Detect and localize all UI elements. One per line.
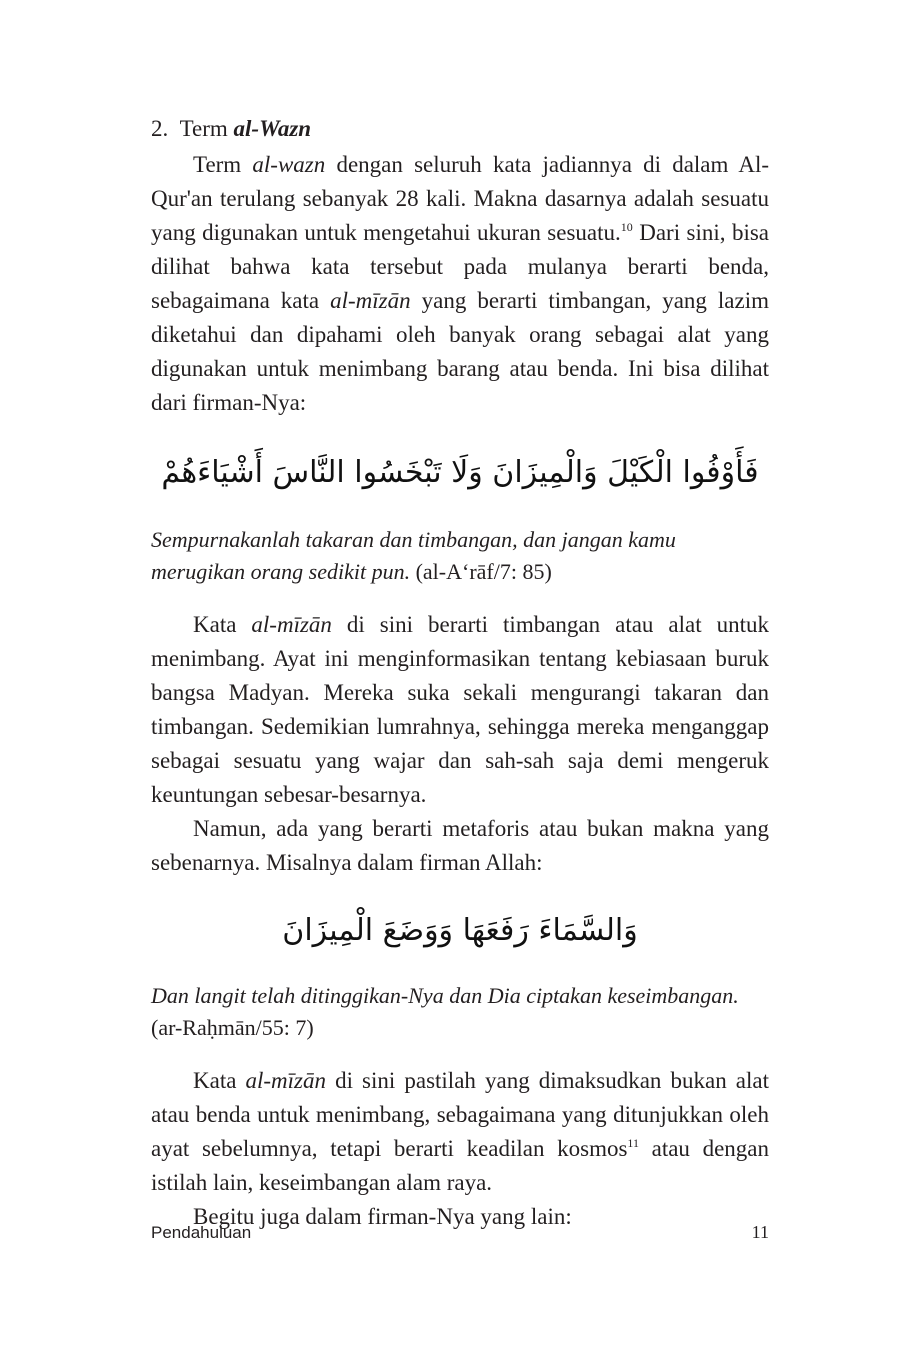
running-footer-chapter: Pendahuluan [151, 1223, 252, 1242]
p3-text-a: Namun, ada yang berarti metaforis atau bukan makna yang sebenarnya. Misalnya dalam firman Allah: [151, 816, 769, 875]
verse-2-reference: (ar-Raḥmān/55: 7) [151, 1015, 314, 1040]
p4-text-c: di sini pastilah yang dimaksudkan bukan alat atau benda untuk menimbang, sebagaimana yang ditunjukkan oleh ayat sebelumnya, tetapi berarti keadilan kosmos [151, 1068, 769, 1161]
quran-verse-ar-rahman: وَالسَّمَاءَ رَفَعَهَا وَوَضَعَ الْمِيزَانَ [282, 913, 638, 948]
p4-text-a: Kata [193, 1068, 246, 1093]
p2-text-a: Kata [193, 612, 252, 637]
p2-text-c: di sini berarti timbangan atau alat untuk menimbang. Ayat ini menginformasikan tentang kebiasaan buruk bangsa Madyan. Mereka suka sekali mengurangi takaran dan timbangan. Sedemikian lumrahnya, sehingga mereka menganggap sebagai sesuatu yang wajar dan sah-sah saja demi mengeruk keuntungan sebesar-besarnya. [151, 612, 769, 807]
page-body [151, 112, 769, 1234]
p1-text-c: dengan seluruh kata jadiannya di dalam Al-Qur'an terulang sebanyak 28 kali. Makna dasarnya adalah sesuatu yang digunakan untuk mengetahui ukuran sesuatu. [151, 152, 769, 245]
section-term-prefix: Term [179, 116, 228, 141]
verse-2-translation [151, 980, 769, 1044]
paragraph-2 [151, 608, 769, 812]
footnote-ref-11[interactable]: 11 [627, 1136, 639, 1150]
p1-term-al-wazn: al-wazn [252, 152, 326, 177]
section-heading [151, 112, 769, 146]
p1-text-f: yang berarti timbangan, yang lazim diketahui dan dipahami oleh banyak orang sebagai alat yang digunakan untuk menimbang barang atau benda. Ini bisa dilihat dari firman-Nya: [151, 288, 770, 415]
verse-1-translation-text: Sempurnakanlah takaran dan timbangan, dan jangan kamu merugikan orang sedikit pun. [151, 527, 676, 584]
quran-verse-al-araf: فَأَوْفُوا الْكَيْلَ وَالْمِيزَانَ وَلَا تَبْخَسُوا النَّاسَ أَشْيَاءَهُمْ [161, 455, 759, 490]
p1-text-a: Term [193, 152, 253, 177]
p4-text-d: atau dengan istilah lain, keseimbangan alam raya. [151, 1136, 769, 1195]
paragraph-3 [151, 812, 769, 880]
p5-text-a: Begitu juga dalam firman-Nya yang lain: [193, 1204, 572, 1229]
footnote-ref-10[interactable]: 10 [620, 220, 633, 234]
p2-term-al-mizan: al-mīzān [251, 612, 332, 637]
page-footer [151, 1222, 769, 1243]
section-term-name: al-Wazn [233, 116, 312, 141]
section-number: 2. [151, 116, 169, 141]
verse-1-reference: (al-A‘rāf/7: 85) [410, 559, 552, 584]
p1-term-al-mizan: al-mīzān [330, 288, 411, 313]
p1-text-d: Dari sini, bisa dilihat bahwa kata tersebut pada mulanya berarti benda, sebagaimana kata [151, 220, 769, 313]
paragraph-1 [151, 148, 769, 420]
paragraph-4 [151, 1064, 769, 1200]
verse-1-translation [151, 524, 769, 588]
p4-term-al-mizan: al-mīzān [245, 1068, 326, 1093]
verse-2-translation-text: Dan langit telah ditinggikan-Nya dan Dia ciptakan keseimbangan. [151, 983, 739, 1008]
page-number: 11 [751, 1222, 769, 1242]
